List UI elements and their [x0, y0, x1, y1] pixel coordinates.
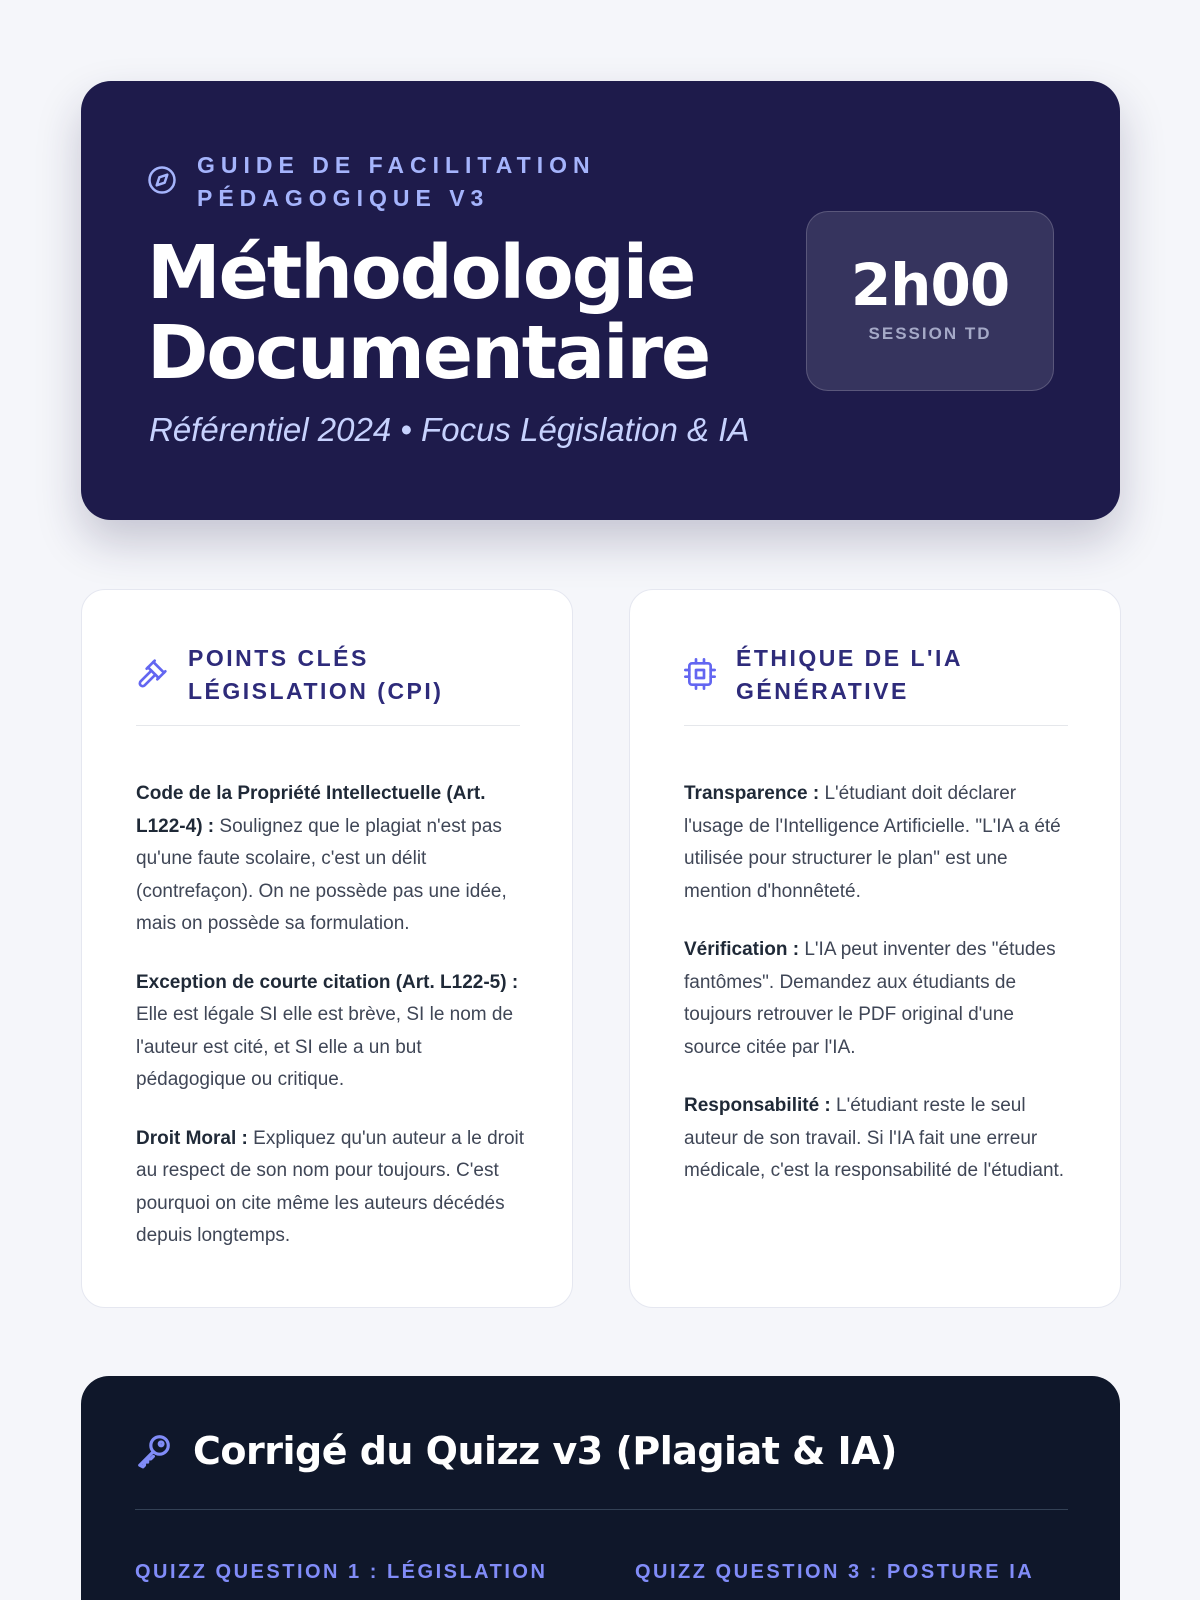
quiz-answers-section: [81, 1376, 1120, 1600]
quiz-title: Corrigé du Quizz v3 (Plagiat & IA): [193, 1429, 897, 1473]
paragraph: [136, 1123, 526, 1253]
card-ai-ethics: [629, 589, 1121, 1308]
hero-eyebrow: [147, 149, 717, 215]
paragraph: [136, 967, 526, 1097]
paragraph-lead: Responsabilité :: [684, 1095, 831, 1116]
session-duration-label: SESSION TD: [868, 324, 992, 343]
page-title: [147, 230, 807, 396]
paragraph-lead: Exception de courte citation (Art. L122-5) :: [136, 971, 519, 993]
paragraph-text: L'étudiant reste le seul auteur de son travail. Si l'IA fait une erreur médicale, c'est la responsabilité de l'étudiant.: [684, 1095, 1065, 1181]
page-subtitle: Référentiel 2024 • Focus Législation & IA: [149, 411, 750, 448]
session-duration-value: 2h00: [850, 251, 1010, 319]
paragraph-lead: Code de la Propriété Intellectuelle (Art. L122-4) :: [136, 783, 486, 837]
session-duration-badge: [806, 211, 1054, 391]
paragraph-lead: Vérification :: [684, 939, 800, 960]
hero-eyebrow-label: GUIDE DE FACILITATION PÉDAGOGIQUE V3: [197, 152, 596, 211]
paragraph-text: Soulignez que le plagiat n'est pas qu'une faute scolaire, c'est un délit (contrefaçon). On ne possède pas une idée, mais on possède sa formulation.: [136, 815, 507, 934]
paragraph-text: Expliquez qu'un auteur a le droit au respect de son nom pour toujours. C'est pourquoi on cite même les auteurs décédés depuis longtemps.: [136, 1127, 525, 1246]
paragraph: [136, 778, 526, 941]
card-header: [136, 642, 520, 726]
paragraph-text: Elle est légale SI elle est brève, SI le nom de l'auteur est cité, et SI elle a un but pédagogique ou critique.: [136, 1004, 514, 1090]
compass-icon: [147, 165, 177, 195]
paragraph-text: L'IA peut inventer des "études fantômes". Demandez aux étudiants de toujours retrouver le PDF original d'une source citée par l'IA.: [684, 939, 1056, 1058]
key-icon: [135, 1432, 173, 1470]
quiz-question-1-label: QUIZZ QUESTION 1 : LÉGISLATION: [135, 1561, 548, 1583]
card-body: [684, 778, 1074, 1214]
paragraph: [684, 934, 1074, 1064]
card-title: ÉTHIQUE DE L'IA GÉNÉRATIVE: [736, 645, 963, 704]
paragraph-lead: Transparence :: [684, 783, 820, 804]
cpu-icon: [684, 658, 716, 690]
quiz-question-3-label: QUIZZ QUESTION 3 : POSTURE IA: [635, 1561, 1035, 1583]
card-header: [684, 642, 1068, 726]
card-body: [136, 778, 526, 1279]
quiz-header: [135, 1428, 1068, 1510]
gavel-icon: [136, 658, 168, 690]
card-legislation: [81, 589, 573, 1308]
card-title: POINTS CLÉS LÉGISLATION (CPI): [188, 645, 444, 704]
paragraph: [684, 1090, 1074, 1188]
title-line-2: Documentaire: [147, 310, 710, 396]
hero-banner: [81, 81, 1120, 520]
paragraph: [684, 778, 1074, 908]
paragraph-lead: Droit Moral :: [136, 1127, 248, 1149]
paragraph-text: L'étudiant doit déclarer l'usage de l'Intelligence Artificielle. "L'IA a été utilisée pour structurer le plan" est une mention d'honnêteté.: [684, 783, 1061, 902]
title-line-1: Méthodologie: [147, 230, 695, 316]
